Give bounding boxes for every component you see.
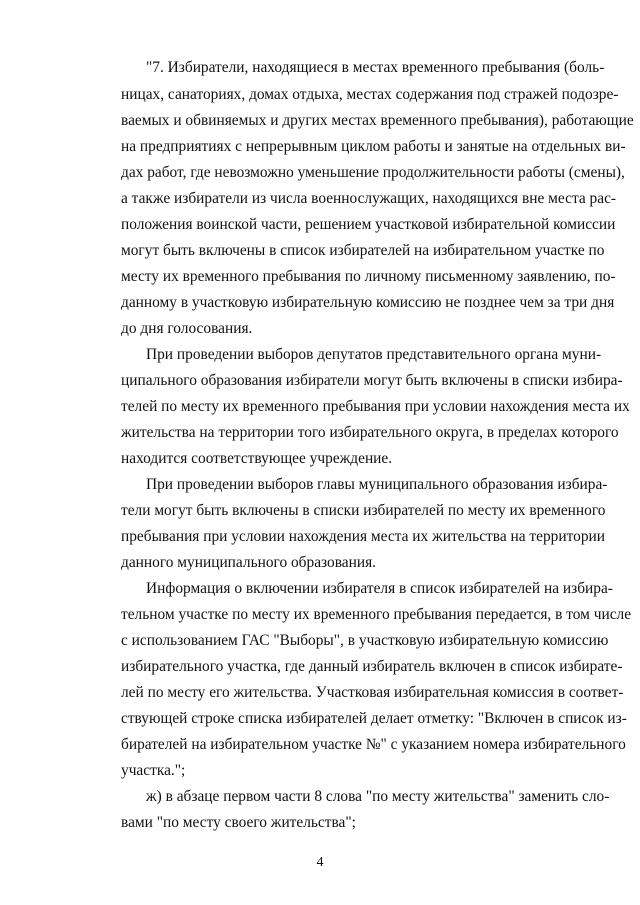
text-line: дах работ, где невозможно уменьшение продолжительности работы (смены), (121, 164, 625, 181)
text-line: пребывания при условии нахождения места их жительства на территории (121, 528, 605, 545)
text-line: данного муниципального образования. (121, 554, 377, 571)
text-line: лей по месту его жительства. Участковая избирательная комиссия в соответ- (121, 684, 624, 701)
text-line: тели могут быть включены в списки избирателей по месту их временного (121, 502, 606, 519)
text-line: участка."; (121, 762, 186, 779)
text-line: ницах, санаториях, домах отдыха, местах содержания под стражей подозре- (121, 86, 619, 103)
text-line: ствующей строке списка избирателей делает отметку: "Включен в список из- (121, 710, 627, 727)
text-line: жительства на территории того избирательного округа, в пределах которого (121, 424, 619, 441)
text-line: месту их временного пребывания по личному письменному заявлению, по- (121, 268, 616, 285)
text-line: положения воинской части, решением участковой избирательной комиссии (121, 216, 616, 233)
text-line: Информация о включении избирателя в список избирателей на избира- (146, 580, 613, 597)
text-line: данному в участковую избирательную комиссию не позднее чем за три дня (121, 294, 615, 311)
text-line: При проведении выборов главы муниципального образования избира- (146, 476, 608, 493)
text-line: При проведении выборов депутатов представительного органа муни- (146, 346, 602, 363)
text-line: бирателей на избирательном участке №" с указанием номера избирательного (121, 736, 626, 753)
text-line: ваемых и обвиняемых и других местах временного пребывания), работающие (121, 112, 634, 129)
text-line: избирательного участка, где данный избиратель включен в список избирате- (121, 658, 623, 675)
text-line: до дня голосования. (121, 320, 253, 337)
page-number: 4 (316, 855, 324, 870)
text-line: "7. Избиратели, находящиеся в местах временного пребывания (боль- (146, 59, 605, 76)
text-line: могут быть включены в список избирателей на избирательном участке по (121, 242, 605, 259)
text-line: ж) в абзаце первом части 8 слова "по месту жительства" заменить сло- (146, 788, 610, 805)
text-line: вами "по месту своего жительства"; (121, 814, 356, 831)
text-line: а также избиратели из числа военнослужащих, находящихся вне места рас- (121, 190, 617, 207)
text-line: телей по месту их временного пребывания при условии нахождения места их (121, 398, 630, 415)
text-line: с использованием ГАС "Выборы", в участковую избирательную комиссию (121, 632, 609, 649)
text-line: ципального образования избиратели могут быть включены в списки избира- (121, 372, 623, 389)
text-line: тельном участке по месту их временного пребывания передается, в том числе (121, 606, 632, 623)
text-line: на предприятиях с непрерывным циклом работы и занятые на отдельных ви- (121, 138, 626, 155)
text-line: находится соответствующее учреждение. (121, 450, 393, 467)
